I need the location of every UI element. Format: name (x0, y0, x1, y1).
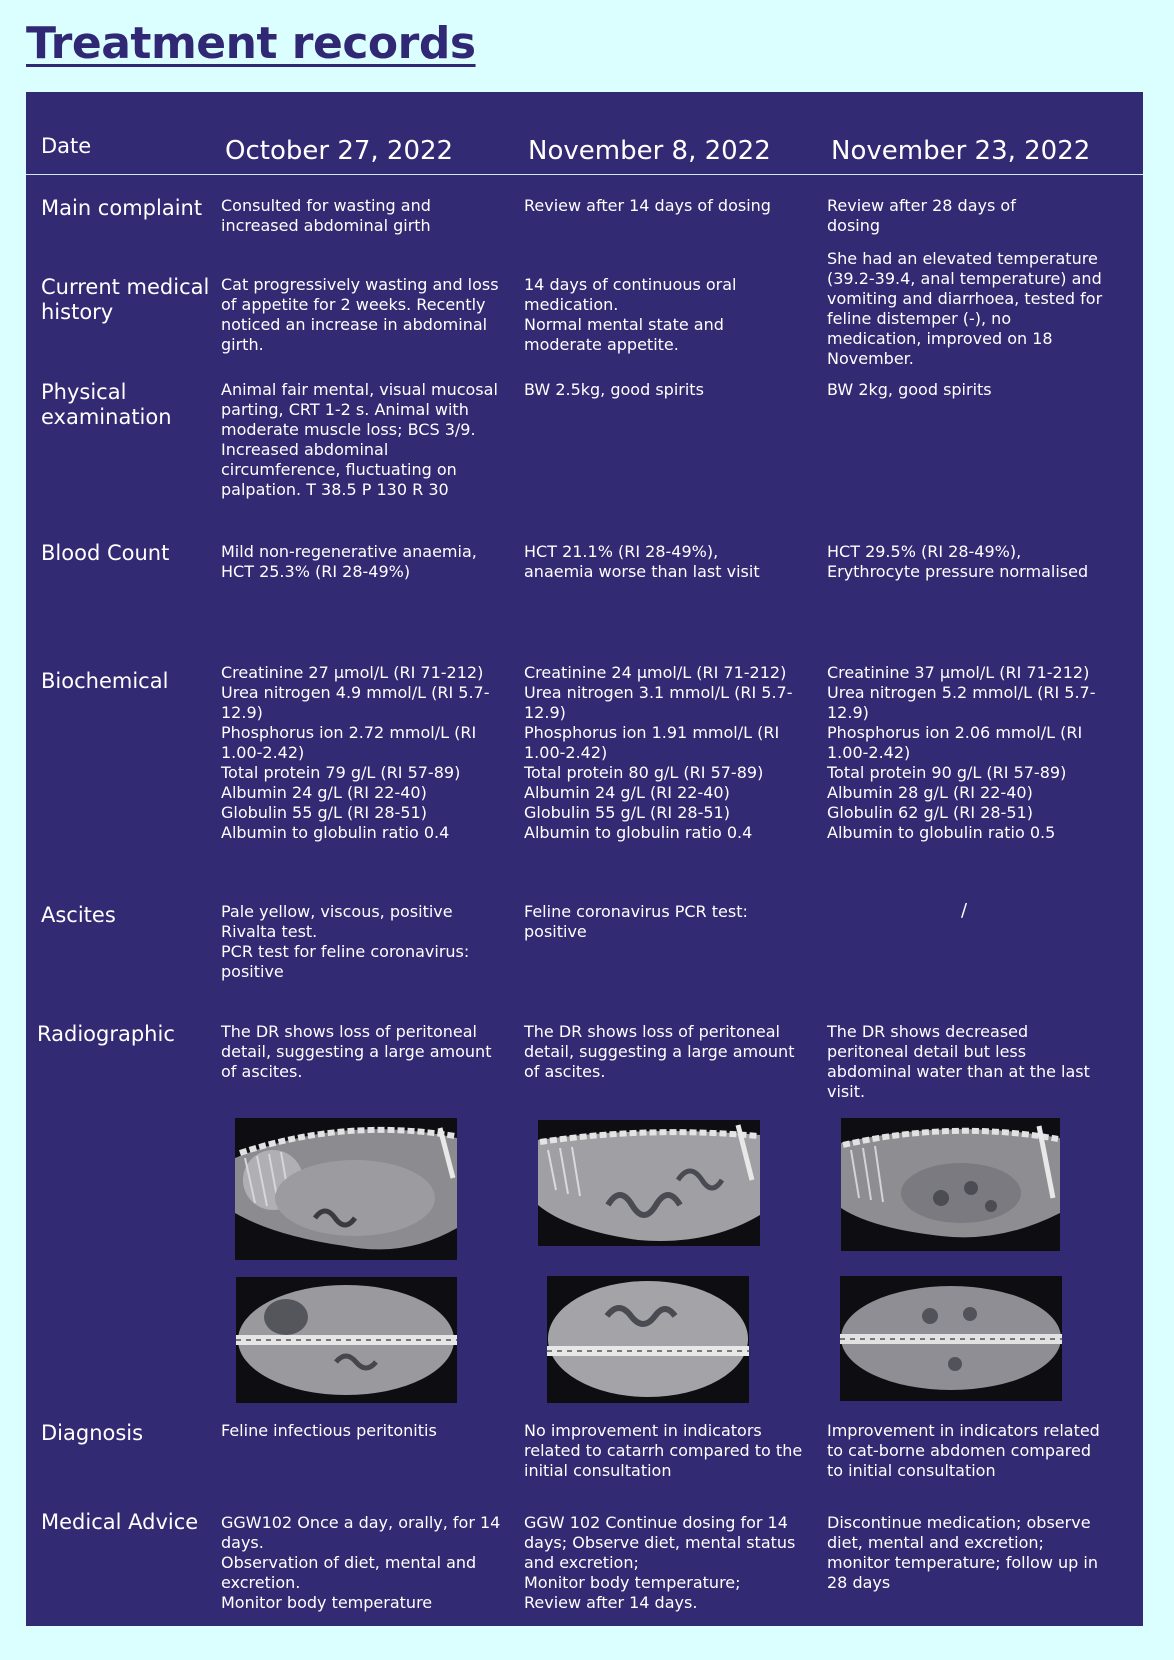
cell-ascites-2: Feline coronavirus PCR test: positive (524, 902, 748, 941)
cell-medical-advice-2: GGW 102 Continue dosing for 14 days; Observe diet, mental status and excretion; Monitor body temperature; Review after 14 days. (524, 1513, 796, 1612)
row-label-blood-count: Blood Count (41, 541, 170, 565)
cell-ascites-1: Pale yellow, viscous, positive Rivalta test. PCR test for feline coronavirus: positive (221, 902, 470, 981)
cell-diagnosis-1: Feline infectious peritonitis (221, 1421, 437, 1440)
date-header-label: Date (41, 134, 92, 158)
cell-radiographic-2: The DR shows loss of peritoneal detail, suggesting a large amount of ascites. (524, 1022, 800, 1081)
xray-vd-nov23 (840, 1276, 1062, 1401)
cell-blood-count-2: HCT 21.1% (RI 28-49%), anaemia worse than last visit (524, 542, 760, 581)
cell-main-complaint-1: Consulted for wasting and increased abdominal girth (221, 196, 436, 235)
cell-medical-advice-1: GGW102 Once a day, orally, for 14 days. Observation of diet, mental and excretion. Monitor body temperature (221, 1513, 501, 1612)
cell-radiographic-3: The DR shows decreased peritoneal detail but less abdominal water than at the last visit. (827, 1022, 1095, 1101)
row-label-physical-exam: Physical examination (41, 380, 172, 429)
treatment-records-table (26, 92, 1143, 1626)
row-label-ascites: Ascites (41, 903, 116, 927)
row-label-main-complaint: Main complaint (41, 196, 203, 220)
row-label-current-history: Current medical history (41, 275, 210, 324)
cell-ascites-3: / (961, 900, 968, 921)
page-title: Treatment records (26, 18, 476, 69)
row-label-medical-advice: Medical Advice (41, 1510, 199, 1534)
cell-medical-advice-3: Discontinue medication; observe diet, mental and excretion; monitor temperature; follow up in 28 days (827, 1513, 1104, 1592)
row-label-radiographic: Radiographic (37, 1022, 175, 1046)
cell-biochemical-3: Creatinine 37 μmol/L (RI 71-212) Urea nitrogen 5.2 mmol/L (RI 5.7-12.9) Phosphorus ion 2.06 mmol/L (RI 1.00-2.42) Total protein 90 g/L (RI 57-89) Albumin 28 g/L (RI 22-40) Globulin 62 g/L (RI 28-51) Albumin to globulin ratio 0.5 (827, 663, 1096, 842)
cell-diagnosis-3: Improvement in indicators related to cat-borne abdomen compared to initial consultation (827, 1421, 1105, 1480)
header-divider (26, 174, 1143, 175)
xray-lateral-nov08 (538, 1120, 760, 1246)
cell-biochemical-1: Creatinine 27 μmol/L (RI 71-212) Urea nitrogen 4.9 mmol/L (RI 5.7-12.9) Phosphorus ion 2.72 mmol/L (RI 1.00-2.42) Total protein 79 g/L (RI 57-89) Albumin 24 g/L (RI 22-40) Globulin 55 g/L (RI 28-51) Albumin to globulin ratio 0.4 (221, 663, 490, 842)
cell-radiographic-1: The DR shows loss of peritoneal detail, suggesting a large amount of ascites. (221, 1022, 497, 1081)
cell-main-complaint-2: Review after 14 days of dosing (524, 196, 771, 215)
cell-current-history-1: Cat progressively wasting and loss of appetite for 2 weeks. Recently noticed an increase in abdominal girth. (221, 275, 504, 354)
date-column-3: November 23, 2022 (831, 136, 1091, 166)
xray-lateral-nov23 (841, 1118, 1060, 1251)
date-column-2: November 8, 2022 (528, 136, 771, 166)
cell-biochemical-2: Creatinine 24 μmol/L (RI 71-212) Urea nitrogen 3.1 mmol/L (RI 5.7-12.9) Phosphorus ion 1.91 mmol/L (RI 1.00-2.42) Total protein 80 g/L (RI 57-89) Albumin 24 g/L (RI 22-40) Globulin 55 g/L (RI 28-51) Albumin to globulin ratio 0.4 (524, 663, 793, 842)
xray-vd-nov08 (547, 1276, 749, 1403)
xray-lateral-oct27 (235, 1118, 457, 1260)
cell-physical-exam-1: Animal fair mental, visual mucosal parting, CRT 1-2 s. Animal with moderate muscle loss; BCS 3/9. Increased abdominal circumference, fluctuating on palpation. T 38.5 P 130 R 30 (221, 380, 503, 499)
cell-blood-count-1: Mild non-regenerative anaemia, HCT 25.3% (RI 28-49%) (221, 542, 482, 581)
row-label-biochemical: Biochemical (41, 669, 169, 693)
cell-current-history-2: 14 days of continuous oral medication. Normal mental state and moderate appetite. (524, 275, 737, 354)
xray-vd-oct27 (236, 1277, 457, 1403)
date-column-1: October 27, 2022 (225, 136, 454, 166)
cell-diagnosis-2: No improvement in indicators related to catarrh compared to the initial consultation (524, 1421, 808, 1480)
cell-blood-count-3: HCT 29.5% (RI 28-49%), Erythrocyte pressure normalised (827, 542, 1089, 581)
row-label-diagnosis: Diagnosis (41, 1421, 144, 1445)
cell-main-complaint-3: Review after 28 days of dosing (827, 196, 1016, 235)
cell-physical-exam-2: BW 2.5kg, good spirits (524, 380, 704, 399)
cell-physical-exam-3: BW 2kg, good spirits (827, 380, 992, 399)
cell-current-history-3: She had an elevated temperature (39.2-39.4, anal temperature) and vomiting and diarrhoea, tested for feline distemper (-), no medication, improved on 18 November. (827, 249, 1108, 368)
